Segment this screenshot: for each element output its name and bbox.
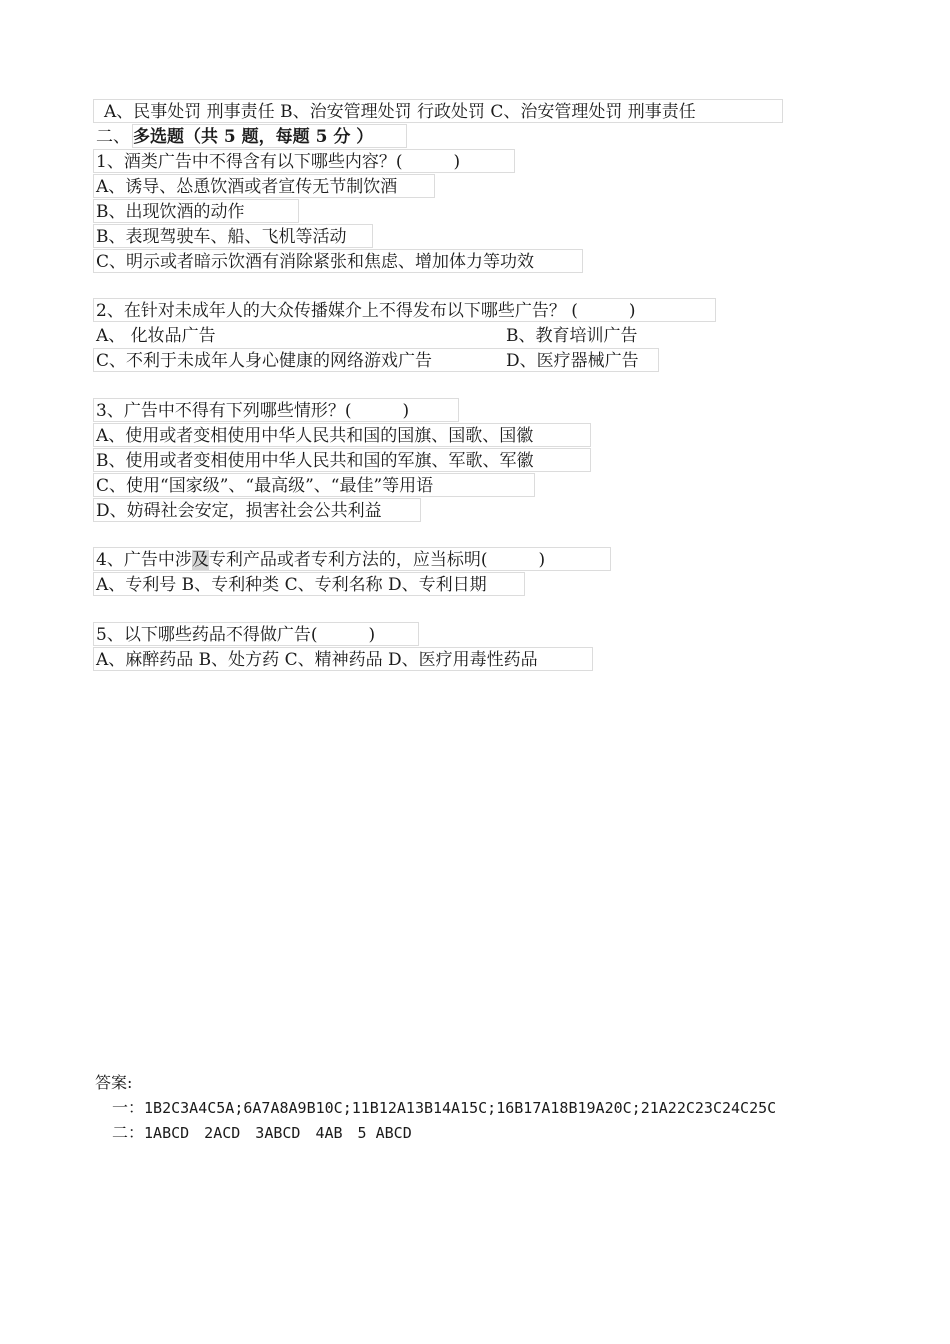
question-2-option: D、医疗器械广告 <box>506 351 639 371</box>
prev-options-line: A、民事处罚 刑事责任 B、治安管理处罚 行政处罚 C、治安管理处罚 刑事责任 <box>93 99 783 123</box>
question-1-option: B、出现饮酒的动作 <box>93 199 299 223</box>
question-4-stem-text: 专利产品或者专利方法的，应当标明( ) <box>208 550 546 570</box>
question-2-option: A、 化妆品广告 <box>96 326 216 346</box>
question-3-option: D、妨碍社会安定，损害社会公共利益 <box>93 498 421 522</box>
question-3-option: C、使用“国家级”、“最高级”、“最佳”等用语 <box>93 473 535 497</box>
answers-line-1-prefix: 一： <box>112 1098 145 1117</box>
question-5-stem: 5、以下哪些药品不得做广告( ) <box>93 622 419 646</box>
highlighted-character: 及 <box>191 550 209 570</box>
question-2-options-row2 <box>93 348 659 372</box>
question-4-option: A、专利号 B、专利种类 C、专利名称 D、专利日期 <box>93 572 525 596</box>
question-3-option: A、使用或者变相使用中华人民共和国的国旗、国歌、国徽 <box>93 423 591 447</box>
question-1-option: C、明示或者暗示饮酒有消除紧张和焦虑、增加体力等功效 <box>93 249 583 273</box>
section-title: 多选题（共 5 题，每题 5 分 ） <box>132 124 407 148</box>
question-2-option: B、教育培训广告 <box>506 326 638 346</box>
answers-line-2-prefix: 二： <box>112 1123 145 1142</box>
question-2-option: C、不利于未成年人身心健康的网络游戏广告 <box>96 351 433 371</box>
question-4-stem <box>93 547 611 571</box>
question-2-options-row1 <box>93 323 653 347</box>
question-5-option: A、麻醉药品 B、处方药 C、精神药品 D、医疗用毒性药品 <box>93 647 593 671</box>
question-3-option: B、使用或者变相使用中华人民共和国的军旗、军歌、军徽 <box>93 448 591 472</box>
question-1-option: B、表现驾驶车、船、飞机等活动 <box>93 224 373 248</box>
question-3-stem: 3、广告中不得有下列哪些情形？( ) <box>93 398 459 422</box>
question-1-stem: 1、酒类广告中不得含有以下哪些内容？( ) <box>93 149 515 173</box>
section-title-prefix: 二、 <box>96 127 130 147</box>
answers-line-2-text: 1ABCD 2ACD 3ABCD 4AB 5 ABCD <box>144 1124 412 1142</box>
answers-label: 答案: <box>95 1073 133 1092</box>
question-4-stem-text: 4、广告中涉 <box>96 550 192 570</box>
answers-line-1-text: 1B2C3A4C5A;6A7A8A9B10C;11B12A13B14A15C;16B17A18B19A20C;21A22C23C24C25C <box>144 1099 777 1117</box>
answers-line-1 <box>112 1097 776 1119</box>
question-1-option: A、诱导、怂恿饮酒或者宣传无节制饮酒 <box>93 174 435 198</box>
question-2-stem: 2、在针对未成年人的大众传播媒介上不得发布以下哪些广告？ ( ) <box>93 298 716 322</box>
answers-line-2 <box>112 1122 412 1144</box>
